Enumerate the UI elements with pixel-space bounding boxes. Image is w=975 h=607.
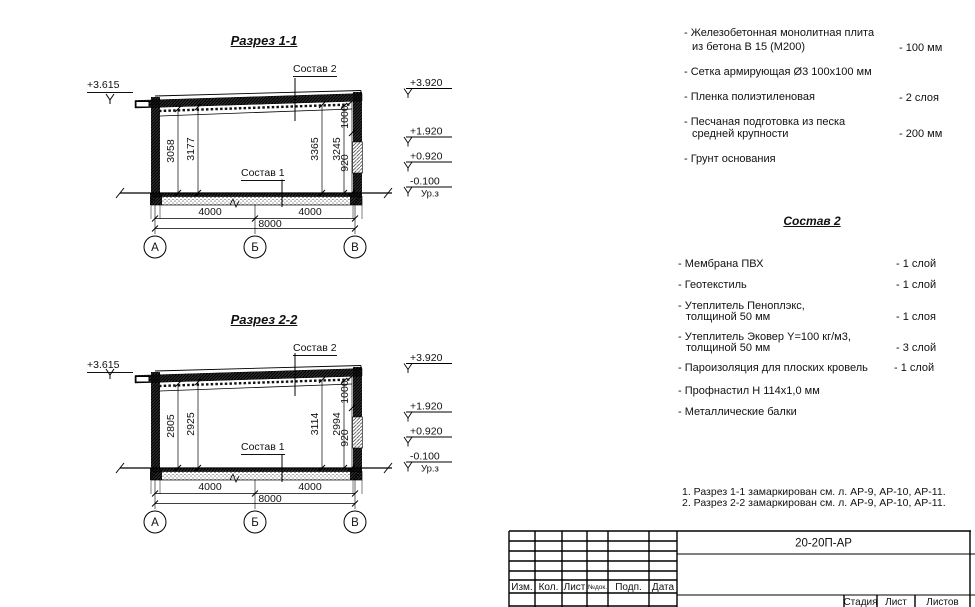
section-1-drawing [80,55,480,270]
axis-label: Б [251,242,259,254]
tb-sheets-label: Листов [926,597,959,607]
material-item: - Грунт основания [684,153,776,165]
elevation-label: -0.100 [410,450,440,463]
material-item: - Песчаная подготовка из песка [684,116,846,128]
material-value: - 3 слой [896,342,937,354]
material-value: - 1 слой [894,362,935,374]
tb-col-kol: Кол. [538,582,559,593]
material-value: - 1 слоя [896,311,937,323]
section-1-elevation-left: +3.615 [87,79,133,93]
dim-label: 8000 [258,218,282,230]
elevation-label: +0.920 [410,150,443,163]
dim-label: 4000 [298,206,322,218]
axis-label: А [151,242,159,254]
dim-label: 2805 [165,414,177,438]
section-1-sostav1-label: Состав 1 [241,167,285,179]
title-block [505,525,975,607]
section-2-sostav1-label: Состав 1 [241,441,285,453]
material-item: - Железобетонная монолитная плита [684,27,875,39]
tb-doc-code: 20-20П-АР [795,537,852,550]
section-1-title: Разрез 1-1 [230,33,298,48]
elevation-label: +1.920 [410,125,443,138]
elevation-label: +0.920 [410,425,443,438]
tb-col-data: Дата [651,582,675,593]
material-item-line2: толщиной 50 мм [686,342,771,354]
material-item-line2: из бетона В 15 (М200) [692,41,805,53]
elevation-label: +3.920 [410,352,443,364]
material-item: - Утеплитель Эковер Y=100 кг/м3, [678,331,851,343]
dim-label: 3245 [331,137,343,161]
dim-label: 3058 [165,139,177,163]
material-item: - Мембрана ПВХ [678,258,764,270]
material-item: - Профнастил Н 114х1,0 мм [678,385,820,397]
dim-label: 3177 [185,137,197,161]
tb-col-ndok: №док. [587,584,608,591]
dim-label: 920 [339,154,351,172]
note-line: 2. Разрез 2-2 замаркирован см. л. АР-9, АР-10, АР-11. [682,497,946,509]
dim-label: 4000 [198,206,222,218]
elevation-label: -0.100 [410,175,440,188]
material-value: - 2 слоя [899,92,940,104]
ground-level-label: Ур.з [421,463,439,475]
elevation-label: +1.920 [410,400,443,413]
note-line: 1. Разрез 1-1 замаркирован см. л. АР-9, АР-10, АР-11. [682,486,946,498]
section-2-drawing [80,330,480,545]
material-item: - Сетка армирующая Ø3 100х100 мм [684,66,872,78]
dim-label: 3365 [309,137,321,161]
section-2-sostav2-label: Состав 2 [293,342,337,354]
tb-sheet-label: Лист [885,597,907,607]
axis-label: А [151,517,159,529]
dim-label: 2925 [185,412,197,436]
material-item: - Геотекстиль [678,279,747,291]
dim-label: 1000 [339,105,351,129]
sostav2-header: Состав 2 [783,214,841,228]
tb-stage-label: Стадия [843,597,878,607]
axis-label: В [351,242,359,254]
material-item: - Пароизоляция для плоских кровель [678,362,868,374]
section-2-title: Разрез 2-2 [230,312,298,327]
dim-label: 3114 [309,412,321,436]
dim-label: 8000 [258,493,282,505]
dim-label: 2994 [331,412,343,436]
section-1-sostav2-label: Состав 2 [293,63,337,75]
title-block-grid [509,531,975,607]
material-item: - Пленка полиэтиленовая [684,91,815,103]
material-value: - 1 слой [896,258,937,270]
material-item-line2: толщиной 50 мм [686,311,771,323]
dim-label: 1000 [339,380,351,404]
tb-col-list: Лист [563,582,586,593]
material-value: - 200 мм [899,128,943,140]
material-item: - Утеплитель Пеноплэкс, [678,300,805,312]
elevation-label: +3.920 [410,77,443,89]
axis-label: В [351,517,359,529]
axis-label: Б [251,517,259,529]
material-item-line2: средней крупности [692,128,789,140]
dim-label: 4000 [298,481,322,493]
material-value: - 100 мм [899,42,943,54]
section-2-elevation-left: +3.615 [87,359,133,373]
dim-label: 920 [339,429,351,447]
tb-col-izm: Изм. [511,582,533,593]
tb-col-podp: Подп. [615,582,642,593]
material-item: - Металлические балки [678,406,797,418]
ground-level-label: Ур.з [421,188,439,200]
material-value: - 1 слой [896,279,937,291]
dim-label: 4000 [198,481,222,493]
